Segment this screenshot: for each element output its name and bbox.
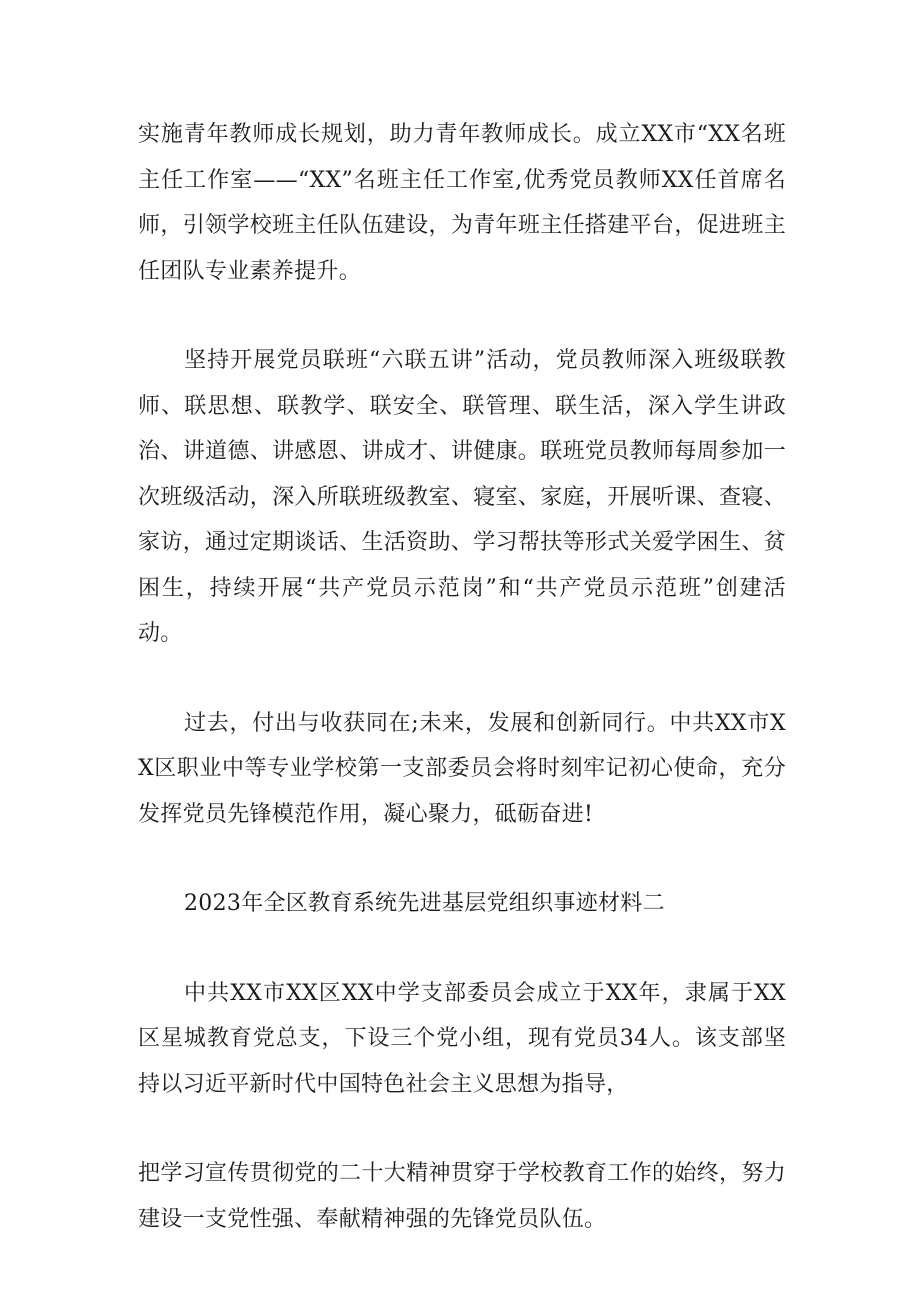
paragraph-conclusion: 过去，付出与收获同在;未来，发展和创新同行。中共XX市XX区职业中等专业学校第一支部委员会将时刻牢记初心使命，充分发挥党员先锋模范作用，凝心聚力，砥砺奋进! — [138, 710, 786, 827]
paragraph-branch-intro: 中共XX市XX区XX中学支部委员会成立于XX年，隶属于XX区星城教育党总支，下设三个党小组，现有党员34人。该支部坚持以习近平新时代中国特色社会主义思想为指导， — [138, 980, 786, 1097]
document-page — [138, 112, 786, 1242]
paragraph-party-class-link: 坚持开展党员联班“六联五讲”活动，党员教师深入班级联教师、联思想、联教学、联安全、联管理、联生活，深入学生讲政治、讲道德、讲感恩、讲成才、讲健康。联班党员教师每周参加一次班级活动，深入所联班级教室、寝室、家庭，开展听课、查寝、家访，通过定期谈话、生活资助、学习帮扶等形式关爱学困生、贫困生，持续开展“共产党员示范岗”和“共产党员示范班”创建活动。 — [138, 348, 786, 646]
paragraph-branch-continued: 把学习宣传贯彻党的二十大精神贯穿于学校教育工作的始终，努力建设一支党性强、奉献精神强的先锋党员队伍。 — [138, 1161, 786, 1232]
section-heading: 2023年全区教育系统先进基层党组织事迹材料二 — [184, 891, 665, 916]
paragraph-teacher-growth: 实施青年教师成长规划，助力青年教师成长。成立XX市“XX名班主任工作室——“XX”名班主任工作室,优秀党员教师XX任首席名师，引领学校班主任队伍建设，为青年班主任搭建平台，促进班主任团队专业素养提升。 — [138, 122, 786, 284]
